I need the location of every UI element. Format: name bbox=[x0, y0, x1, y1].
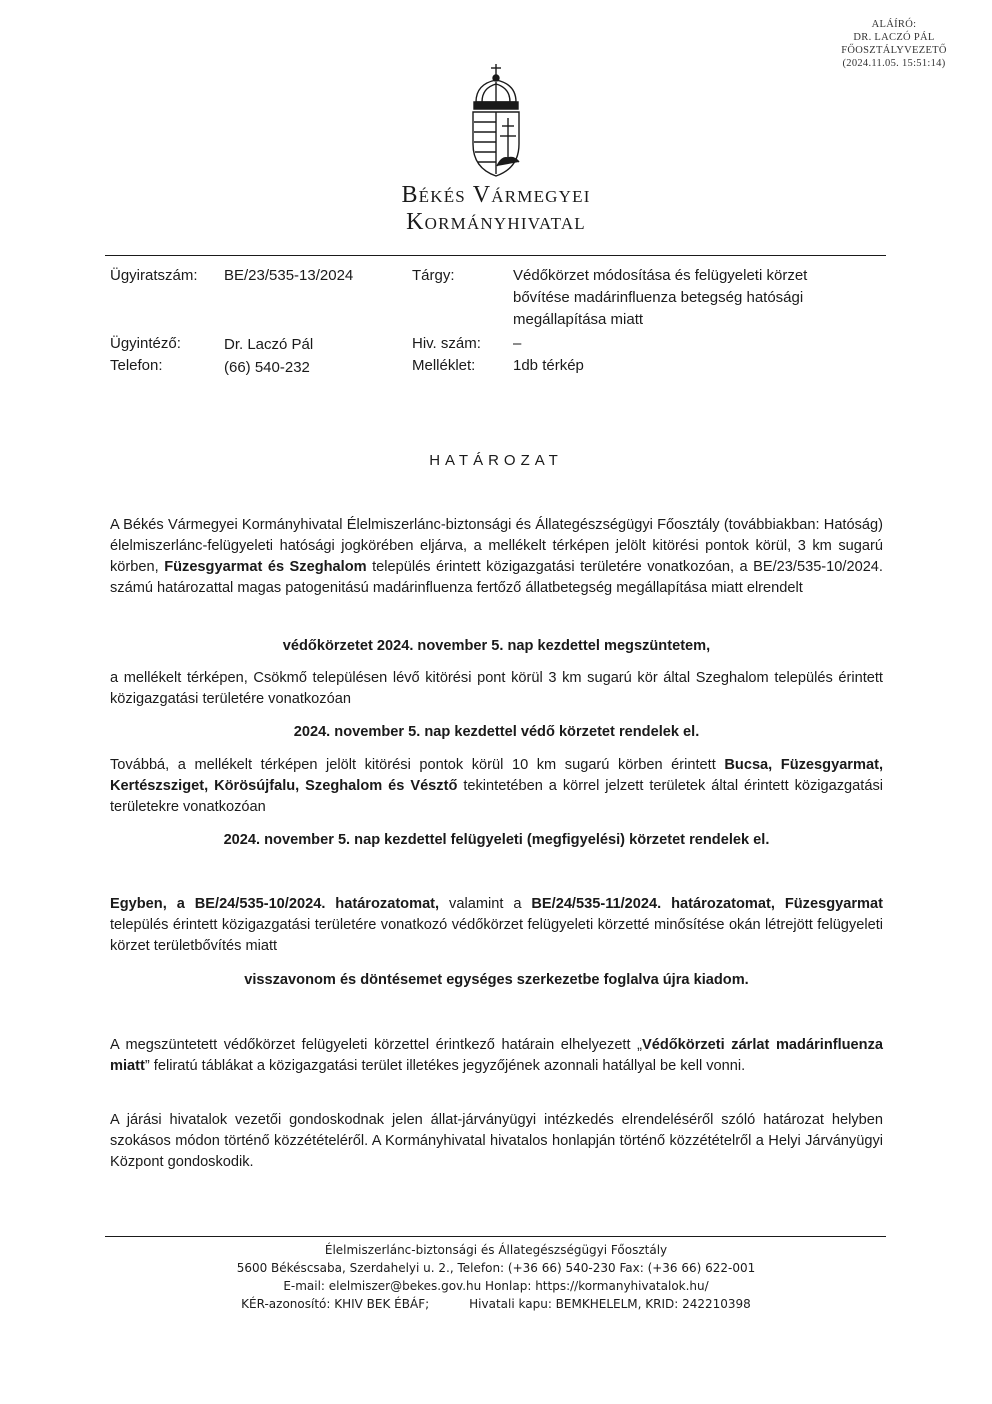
attachment-label: Melléklet: bbox=[412, 357, 476, 374]
digital-signature-block bbox=[814, 18, 974, 70]
paragraph-5-bold-sign-text: Védőkörzeti zárlat madárinfluenza miatt bbox=[110, 1037, 884, 1074]
signer-position: FŐOSZTÁLYVEZETŐ bbox=[841, 45, 947, 56]
paragraph-5 bbox=[110, 1035, 883, 1077]
paragraph-4-bold-a: Egyben, a BE/24/535-10/2024. határozatomat, bbox=[110, 896, 440, 912]
paragraph-1 bbox=[110, 515, 883, 599]
footer-address: 5600 Békéscsaba, Szerdahelyi u. 2., Telefon: (+36 66) 540-230 Fax: (+36 66) 622-001 bbox=[236, 1261, 756, 1275]
decision-1: védőkörzetet 2024. november 5. nap kezdettel megszüntetem, bbox=[282, 638, 711, 654]
footer bbox=[0, 1241, 992, 1313]
phone-label: Telefon: bbox=[110, 357, 163, 374]
clerk-label: Ügyintéző: bbox=[110, 335, 181, 352]
decision-2: 2024. november 5. nap kezdettel védő körzetet rendelek el. bbox=[293, 724, 700, 740]
document-title: HATÁROZAT bbox=[429, 452, 563, 469]
paragraph-3-text-a: Továbbá, a mellékelt térképen jelölt kitörési pontok körül 10 km sugarú körben érintett bbox=[110, 757, 716, 773]
footer-department: Élelmiszerlánc-biztonsági és Állategészségügyi Főosztály bbox=[324, 1243, 668, 1257]
paragraph-6: A járási hivatalok vezetői gondoskodnak jelen állat-járványügyi intézkedés elrendeléséről szóló határozat helyben szokásos módon történő közzétételéről. A Kormányhivatal hivatalos honlapján történő közzétételről a Helyi Járványügyi Központ gondoskodik. bbox=[110, 1112, 883, 1170]
decision-3: 2024. november 5. nap kezdettel felügyeleti (megfigyelési) körzetet rendelek el. bbox=[223, 832, 770, 848]
signer-label: ALÁÍRÓ: bbox=[871, 19, 917, 30]
paragraph-4-bold-c: BE/24/535-11/2024. határozatomat, Füzesgyarmat bbox=[531, 896, 883, 912]
reference-number-label: Hiv. szám: bbox=[412, 335, 481, 352]
clerk-value: Dr. Laczó Pál bbox=[224, 336, 314, 353]
subject-value: Védőkörzet módosítása és felügyeleti körzet bővítése madárinfluenza betegség hatósági megállapítása miatt bbox=[513, 267, 808, 328]
decision-4: visszavonom és döntésemet egységes szerkezetbe foglalva újra kiadom. bbox=[244, 972, 749, 988]
paragraph-4-text-d: település érintett közigazgatási területére vonatkozó védőkörzet felügyeleti körzetté minősítése okán létrejött felügyeleti körzet területbővítés miatt bbox=[110, 917, 883, 954]
paragraph-1-text-c: település érintett közigazgatási területére vonatkozóan, a BE/23/535-10/2024. számú határozattal magas patogenitású madárinfluenza fertőző állatbetegség megállapítása miatt elrendelt bbox=[110, 559, 883, 596]
paragraph-3-bold-settlements: Bucsa, Füzesgyarmat, Kertészsziget, Körösújfalu, Szeghalom és Vésztő bbox=[110, 757, 883, 794]
paragraph-3-text-c: tekintetében a körrel jelzett területek által érintett közigazgatási területekre vonatkozóan bbox=[110, 778, 883, 815]
paragraph-1-bold-settlements: Füzesgyarmat és Szeghalom bbox=[164, 559, 367, 575]
paragraph-5-text-c: ” feliratú táblákat a közigazgatási terület illetékes jegyzőjének azonnali hatállyal be kell vonni. bbox=[144, 1058, 746, 1074]
footer-ker-id: KÉR-azonosító: KHIV BEK ÉBÁF; bbox=[241, 1297, 430, 1311]
paragraph-2: a mellékelt térképen, Csökmő településen lévő kitörési pont körül 3 km sugarú kör által Szeghalom település érintett közigazgatási területére vonatkozóan bbox=[110, 670, 883, 707]
issuing-office-name bbox=[0, 182, 992, 236]
office-name-line1: Békés Vármegyei bbox=[401, 182, 591, 208]
footer-office-gateway: Hivatali kapu: BEMKHELELM, KRID: 242210398 bbox=[469, 1297, 751, 1311]
paragraph-4 bbox=[110, 894, 883, 957]
paragraph-4-text-b: valamint a bbox=[449, 896, 522, 912]
office-name-line2: Kormányhivatal bbox=[406, 209, 586, 235]
paragraph-3 bbox=[110, 755, 883, 818]
signer-name: DR. LACZÓ PÁL bbox=[853, 32, 935, 43]
case-number-label: Ügyiratszám: bbox=[110, 267, 198, 284]
hungarian-coat-of-arms-icon bbox=[466, 62, 526, 180]
case-number-value: BE/23/535-13/2024 bbox=[224, 267, 354, 284]
signature-timestamp: (2024.11.05. 15:51:14) bbox=[842, 58, 946, 69]
phone-value: (66) 540-232 bbox=[224, 359, 310, 376]
footer-identifiers bbox=[241, 1295, 751, 1313]
paragraph-1-text-a: A Békés Vármegyei Kormányhivatal Élelmiszerlánc-biztonsági és Állategészségügyi Főosztály (továbbiakban: Hatóság) élelmiszerlánc-felügyeleti hatósági jogkörében eljárva, a mellékelt térképen jelölt kitörési pontok körül, 3 km sugarú körben, bbox=[110, 517, 883, 575]
subject-label: Tárgy: bbox=[412, 267, 455, 284]
footer-divider bbox=[105, 1236, 886, 1237]
attachment-value: 1db térkép bbox=[513, 357, 584, 374]
paragraph-5-text-a: A megszüntetett védőkörzet felügyeleti körzettel érintkező határain elhelyezett „ bbox=[110, 1037, 642, 1053]
reference-number-value: – bbox=[513, 335, 522, 352]
header-divider bbox=[105, 255, 886, 256]
footer-contact: E-mail: elelmiszer@bekes.gov.hu Honlap: https://kormanyhivatalok.hu/ bbox=[283, 1279, 709, 1293]
